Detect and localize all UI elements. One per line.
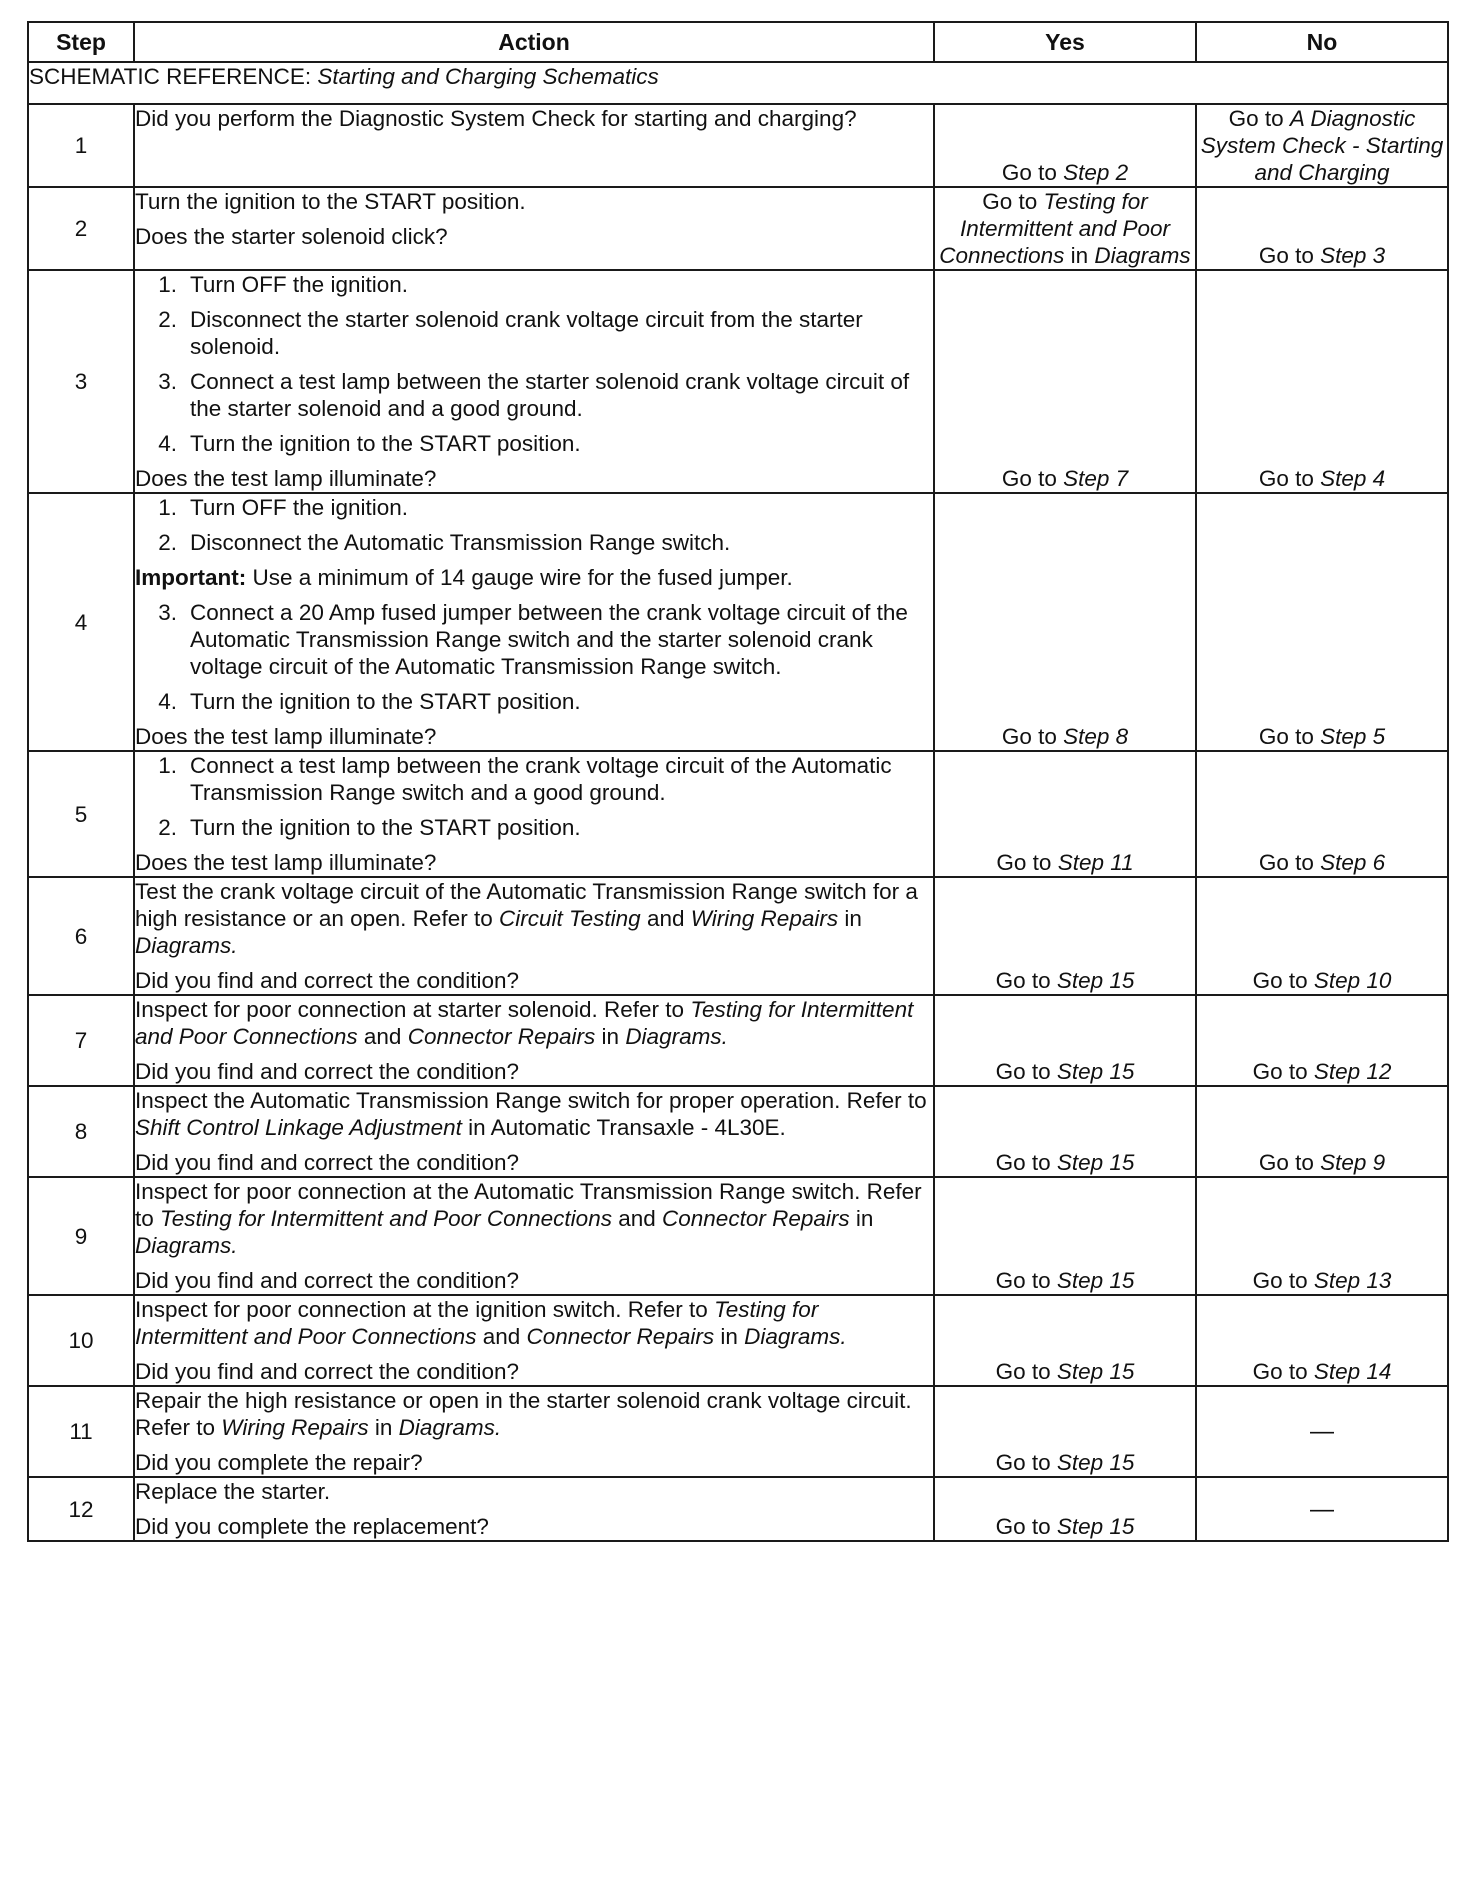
yes-result [934, 751, 1196, 877]
list-number: 2. [158, 530, 177, 555]
list-text [190, 599, 933, 680]
text-segment: Go to [982, 189, 1044, 214]
text-segment: in [714, 1324, 745, 1349]
reference-text: Step 4 [1320, 466, 1386, 491]
header-step: Step [28, 22, 134, 62]
text-segment: — [1310, 1495, 1334, 1523]
step-number: 8 [28, 1086, 134, 1177]
action-list-item [135, 752, 933, 806]
list-text [190, 494, 933, 521]
reference-text: Step 15 [1056, 1059, 1135, 1084]
action-cell [134, 751, 934, 877]
step-row [28, 1086, 1448, 1177]
header-row [28, 22, 1448, 62]
reference-text: Step 15 [1056, 1514, 1135, 1539]
reference-text: Step 13 [1313, 1268, 1392, 1293]
reference-text: Diagrams. [135, 1233, 238, 1258]
action-paragraph [135, 223, 933, 250]
schematic-reference-cell [28, 62, 1448, 104]
action-list-item [135, 494, 933, 521]
text-segment: Go to [995, 1150, 1057, 1175]
action-paragraph [135, 723, 933, 750]
step-row [28, 270, 1448, 493]
action-paragraph [135, 1087, 933, 1141]
text-segment: — [1310, 1418, 1334, 1445]
action-cell [134, 493, 934, 751]
action-paragraph [135, 1513, 933, 1540]
text-segment: and [357, 1024, 408, 1049]
no-result [1196, 1295, 1448, 1386]
list-number: 4. [158, 431, 177, 456]
text-segment: Go to [1252, 1268, 1314, 1293]
action-list-item [135, 430, 933, 457]
text-segment: Did you complete the repair? [135, 1450, 423, 1475]
text-segment: and [640, 906, 691, 931]
reference-text: Connector Repairs [526, 1324, 715, 1349]
action-cell [134, 1477, 934, 1541]
list-text [190, 529, 933, 556]
step-row [28, 1386, 1448, 1477]
text-segment: Connect a test lamp between the starter solenoid crank voltage circuit of the starter solenoid and a good ground. [190, 369, 910, 421]
step-row [28, 187, 1448, 270]
step-row [28, 493, 1448, 751]
list-number: 1. [158, 753, 177, 778]
text-segment: Go to [1258, 243, 1321, 268]
reference-text: Diagrams. [398, 1415, 502, 1440]
text-segment: Did you find and correct the condition? [135, 1150, 519, 1175]
schematic-reference-label: SCHEMATIC REFERENCE: [29, 64, 312, 89]
action-paragraph [135, 105, 933, 132]
yes-result [934, 1386, 1196, 1477]
text-segment: Go to [995, 1514, 1057, 1539]
text-segment: Go to [1001, 160, 1064, 185]
reference-text: Diagrams. [625, 1024, 728, 1049]
text-segment: Inspect for poor connection at the Automatic Transmission Range switch. Refer to [135, 1179, 922, 1231]
action-cell [134, 270, 934, 493]
text-segment: and [476, 1324, 527, 1349]
step-number: 10 [28, 1295, 134, 1386]
action-cell [134, 1386, 934, 1477]
reference-text: Step 3 [1320, 243, 1386, 268]
text-segment: Go to [1258, 1150, 1321, 1175]
text-segment: Go to [1252, 1359, 1314, 1384]
list-text [190, 271, 933, 298]
yes-result [934, 1295, 1196, 1386]
list-text [190, 688, 933, 715]
text-segment: and [611, 1206, 663, 1231]
step-number: 5 [28, 751, 134, 877]
text-segment: Turn OFF the ignition. [190, 272, 409, 297]
text-segment: in [368, 1415, 399, 1440]
list-number: 2. [158, 815, 177, 840]
reference-text: Wiring Repairs [690, 906, 839, 931]
reference-text: Step 15 [1056, 1268, 1135, 1293]
yes-result [934, 1477, 1196, 1541]
header-action: Action [134, 22, 934, 62]
text-segment: Use a minimum of 14 gauge wire for the fused jumper. [246, 565, 793, 590]
reference-text: Step 11 [1057, 850, 1134, 875]
reference-text: Step 15 [1056, 968, 1135, 993]
action-list-item [135, 599, 933, 680]
action-paragraph [135, 1387, 933, 1441]
reference-text: Step 7 [1063, 466, 1129, 491]
reference-text: Step 8 [1063, 724, 1129, 749]
no-result [1196, 270, 1448, 493]
yes-result [934, 270, 1196, 493]
yes-result [934, 104, 1196, 187]
reference-text: Diagrams. [744, 1324, 847, 1349]
action-paragraph [135, 1267, 933, 1294]
no-result [1196, 877, 1448, 995]
step-number: 9 [28, 1177, 134, 1295]
text-segment: Go to [1001, 724, 1064, 749]
action-paragraph [135, 1478, 933, 1505]
header-yes: Yes [934, 22, 1196, 62]
reference-text: Circuit Testing [498, 906, 641, 931]
list-number: 4. [158, 689, 177, 714]
reference-text: Testing for Intermittent and Poor Connections [135, 997, 914, 1049]
text-segment: Disconnect the starter solenoid crank voltage circuit from the starter solenoid. [190, 307, 863, 359]
text-segment: Did you find and correct the condition? [135, 1268, 519, 1293]
reference-text: Step 2 [1063, 160, 1129, 185]
action-list-item [135, 529, 933, 556]
text-segment: Go to [995, 1450, 1057, 1475]
text-segment: Disconnect the Automatic Transmission Range switch. [190, 530, 731, 555]
yes-result [934, 493, 1196, 751]
reference-text: Shift Control Linkage Adjustment [135, 1115, 462, 1140]
reference-text: Step 15 [1056, 1359, 1135, 1384]
text-segment: in Automatic Transaxle - 4L30E. [461, 1115, 786, 1140]
step-number: 12 [28, 1477, 134, 1541]
action-list-item [135, 306, 933, 360]
no-result-dash [1196, 1477, 1448, 1541]
reference-text: Step 6 [1320, 850, 1386, 875]
text-segment: Go to [1228, 106, 1290, 131]
text-segment: Go to [1258, 850, 1321, 875]
step-number: 3 [28, 270, 134, 493]
action-list-item [135, 368, 933, 422]
yes-result [934, 1177, 1196, 1295]
reference-text: Connector Repairs [407, 1024, 596, 1049]
text-segment: Go to [1252, 1059, 1314, 1084]
action-paragraph [135, 967, 933, 994]
reference-text: Step 5 [1320, 724, 1386, 749]
reference-text: Step 10 [1313, 968, 1392, 993]
no-result-dash [1196, 1386, 1448, 1477]
table-body [28, 62, 1448, 1541]
text-segment: Did you find and correct the condition? [135, 1059, 519, 1084]
text-segment: Replace the starter. [135, 1479, 331, 1504]
step-row [28, 995, 1448, 1086]
action-paragraph [135, 188, 933, 215]
reference-text: Testing for Intermittent and Poor Connections [135, 1297, 819, 1349]
header-no: No [1196, 22, 1448, 62]
text-segment: Does the test lamp illuminate? [135, 724, 437, 749]
reference-text: Step 14 [1313, 1359, 1392, 1384]
action-cell [134, 1086, 934, 1177]
text-segment: Go to [996, 850, 1058, 875]
action-cell [134, 104, 934, 187]
no-result [1196, 104, 1448, 187]
emphasis-text: Important: [135, 565, 247, 590]
reference-text: Wiring Repairs [221, 1415, 369, 1440]
text-segment: Inspect the Automatic Transmission Range switch for proper operation. Refer to [135, 1088, 927, 1113]
text-segment: Connect a test lamp between the crank voltage circuit of the Automatic Transmission Range switch and a good ground. [190, 753, 892, 805]
yes-result [934, 1086, 1196, 1177]
text-segment: Connect a 20 Amp fused jumper between the crank voltage circuit of the Automatic Transmission Range switch and the starter solenoid crank voltage circuit of the Automatic Transmission Range switch. [190, 600, 908, 679]
text-segment: Turn the ignition to the START position. [190, 431, 581, 456]
yes-result [934, 995, 1196, 1086]
action-paragraph [135, 1449, 933, 1476]
text-segment: in [838, 906, 862, 931]
action-paragraph [135, 1178, 933, 1259]
step-row [28, 104, 1448, 187]
list-text [190, 430, 933, 457]
text-segment: Turn the ignition to the START position. [135, 189, 526, 214]
diagnostic-page [27, 21, 1447, 1542]
no-result [1196, 995, 1448, 1086]
reference-text: Step 12 [1313, 1059, 1392, 1084]
no-result [1196, 493, 1448, 751]
no-result [1196, 1086, 1448, 1177]
step-row [28, 877, 1448, 995]
text-segment: Did you find and correct the condition? [135, 968, 519, 993]
text-segment: Did you perform the Diagnostic System Check for starting and charging? [135, 106, 857, 131]
action-cell [134, 187, 934, 270]
yes-result [934, 187, 1196, 270]
text-segment: Does the test lamp illuminate? [135, 850, 437, 875]
action-cell [134, 1177, 934, 1295]
text-segment: in [849, 1206, 874, 1231]
list-number: 3. [158, 369, 177, 394]
reference-text: A Diagnostic System Check - Starting and Charging [1200, 106, 1444, 185]
text-segment: Inspect for poor connection at the ignition switch. Refer to [135, 1297, 715, 1322]
action-paragraph [135, 1149, 933, 1176]
no-result [1196, 1177, 1448, 1295]
no-result [1196, 187, 1448, 270]
text-segment: Go to [1258, 466, 1321, 491]
text-segment: Inspect for poor connection at starter solenoid. Refer to [135, 997, 691, 1022]
list-number: 1. [158, 495, 177, 520]
text-segment: Repair the high resistance or open in the starter solenoid crank voltage circuit. Refer to [135, 1388, 912, 1440]
text-segment: Did you find and correct the condition? [135, 1359, 519, 1384]
text-segment: Go to [995, 1059, 1057, 1084]
reference-text: Connector Repairs [662, 1206, 850, 1231]
no-result [1196, 751, 1448, 877]
step-number: 7 [28, 995, 134, 1086]
action-paragraph [135, 996, 933, 1050]
step-number: 1 [28, 104, 134, 187]
text-segment: Go to [1001, 466, 1064, 491]
diagnostic-table [27, 21, 1449, 1542]
text-segment: Go to [995, 968, 1057, 993]
step-row [28, 1177, 1448, 1295]
action-paragraph [135, 1296, 933, 1350]
list-text [190, 814, 933, 841]
text-segment: Does the starter solenoid click? [135, 224, 448, 249]
text-segment: Go to [1252, 968, 1314, 993]
reference-text: Diagrams [1094, 243, 1191, 268]
action-list-item [135, 688, 933, 715]
text-segment: Did you complete the replacement? [135, 1514, 489, 1539]
action-paragraph [135, 1358, 933, 1385]
step-number: 11 [28, 1386, 134, 1477]
action-cell [134, 1295, 934, 1386]
action-paragraph [135, 465, 933, 492]
action-paragraph [135, 1058, 933, 1085]
yes-result [934, 877, 1196, 995]
text-segment: Go to [995, 1359, 1057, 1384]
text-segment: Test the crank voltage circuit of the Automatic Transmission Range switch for a high resistance or an open. Refer to [135, 879, 918, 931]
action-list-item [135, 271, 933, 298]
reference-text: Testing for Intermittent and Poor Connections [939, 189, 1171, 268]
action-list-item [135, 814, 933, 841]
step-row [28, 1477, 1448, 1541]
step-number: 4 [28, 493, 134, 751]
action-cell [134, 877, 934, 995]
text-segment: Does the test lamp illuminate? [135, 466, 437, 491]
step-number: 2 [28, 187, 134, 270]
text-segment: Go to [1258, 724, 1321, 749]
action-paragraph [135, 849, 933, 876]
action-paragraph [135, 878, 933, 959]
list-text [190, 306, 933, 360]
schematic-reference-value: Starting and Charging Schematics [317, 64, 659, 89]
list-number: 3. [158, 600, 177, 625]
step-row [28, 751, 1448, 877]
text-segment: Turn the ignition to the START position. [190, 689, 581, 714]
action-cell [134, 995, 934, 1086]
reference-text: Step 15 [1056, 1150, 1135, 1175]
text-segment: in [595, 1024, 626, 1049]
reference-text: Step 9 [1320, 1150, 1386, 1175]
text-segment: Go to [995, 1268, 1057, 1293]
text-segment: Turn OFF the ignition. [190, 495, 409, 520]
list-number: 1. [158, 272, 177, 297]
reference-text: Diagrams. [135, 933, 238, 958]
step-row [28, 1295, 1448, 1386]
schematic-reference-row [28, 62, 1448, 104]
text-segment: Turn the ignition to the START position. [190, 815, 581, 840]
reference-text: Step 15 [1056, 1450, 1135, 1475]
text-segment: in [1064, 243, 1095, 268]
list-text [190, 752, 933, 806]
step-number: 6 [28, 877, 134, 995]
reference-text: Testing for Intermittent and Poor Connections [160, 1206, 612, 1231]
list-text [190, 368, 933, 422]
action-paragraph [135, 564, 933, 591]
list-number: 2. [158, 307, 177, 332]
